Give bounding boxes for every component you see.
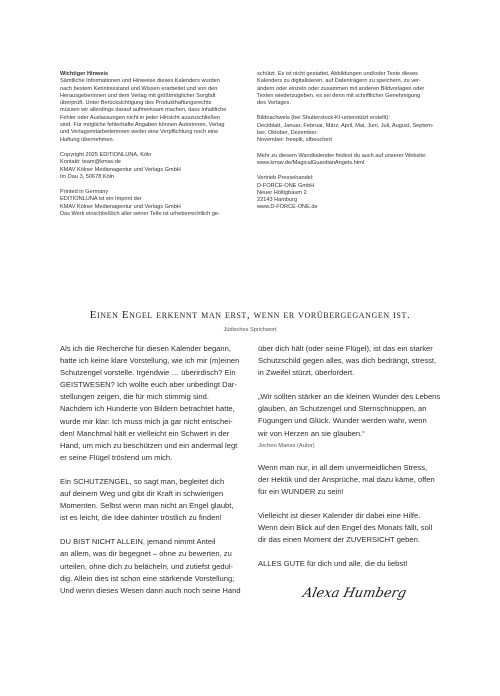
text-line: für ein WUNDER zu sein! — [258, 486, 344, 496]
text-line: der Hektik und der Ansprüche, mal dazu käme, offen — [258, 474, 435, 484]
credits-line: November: freepik, stbeuchert — [257, 137, 332, 144]
text-line: in Zweifel stürzt, überfordert. — [258, 368, 355, 378]
printed-line: Printed in Germany — [60, 189, 109, 196]
notice-line: Fehler oder Auslassungen nicht in jeder Hinsicht auszuschließen — [60, 114, 221, 121]
distribution-block — [257, 175, 447, 211]
quote-source: Jüdisches Sprichwort — [223, 327, 277, 333]
printed-block — [60, 189, 250, 218]
text-line: Schutzschild gegen alles, was dich bedrängt, stresst, — [258, 356, 437, 366]
text-line: Als ich die Recherche für diesen Kalender begann, — [60, 344, 231, 353]
text-line: Wenn man nur, in all dem unvermeidlichen Stress, — [258, 462, 428, 472]
text-line: GEISTWESEN? Ich wollte euch aber unbedingt Dar- — [60, 380, 237, 390]
notice-line: Sämtliche Informationen und Hinweise dieses Kalenders wurden — [60, 78, 220, 85]
printed-line: EDITIONLUNA ist ein Imprint der — [60, 196, 142, 203]
notice-line: Haftung übernehmen. — [60, 136, 115, 143]
text-line: er seine Flügel tröstend um mich. — [60, 452, 173, 462]
copyright-continuation-block — [257, 71, 447, 107]
text-line: Fügungen und Glück. Wunder werden wahr, wenn — [258, 416, 427, 426]
body-paragraph — [258, 510, 450, 546]
notice-line: Herausgeberinnen und dem Verlag mit größtmöglicher Sorgfalt — [60, 92, 216, 99]
credits-line: Bildnachweis (bei Shutterstock-KI-unterstützt erstellt): — [257, 115, 390, 122]
text-line: stellungen zeigen, die für mich stimmig sind. — [60, 392, 209, 402]
text-line: Nachdem ich Hunderte von Bildern betrachtet hatte, — [60, 404, 235, 414]
text-line: ALLES GUTE für dich und alle, die du liebst! — [258, 559, 408, 569]
text-line: Momenten. Selbst wenn man nicht an Engel glaubt, — [60, 501, 234, 511]
continuation-line: schützt. Es ist nicht gestattet, Abbildungen und/oder Texte dieses — [257, 71, 418, 77]
distribution-line: Neuer Höltigbaum 2 — [257, 189, 307, 196]
body-right-column — [258, 343, 450, 582]
image-credits-block — [257, 115, 447, 144]
quote-title: Einen Engel erkennt man erst, wenn er vorübergegangen ist. — [89, 309, 411, 321]
notice-heading: Wichtiger Hinweis — [60, 71, 109, 77]
text-line: Schutzengel vorstelle. Irgendwie … überirdisch? Ein — [60, 368, 236, 378]
quote-attribution: Jochen Mariss (Autor) — [258, 442, 315, 449]
continuation-line: ändern oder einzeln oder zusammen mit anderen Bildvorlagen oder — [257, 85, 425, 92]
distribution-url[interactable]: www.D-FORCE-ONE.de — [257, 204, 318, 211]
text-line: Hand, um mich zu beschützen und ein andermal legt — [60, 440, 238, 450]
printed-line: Das Werk einschließlich aller seiner Teile ist urheberrechtlich ge- — [60, 211, 220, 218]
closing-paragraph — [258, 558, 450, 570]
text-line: urteilen, ohne dich zu belächeln, und zutiefst gedul- — [60, 561, 234, 571]
imprint-left-column — [60, 71, 250, 226]
text-line: hatte ich keine klare Vorstellung, wie ich mir (m)einen — [60, 356, 240, 366]
address-line: Im Dau 3, 50678 Köln — [60, 173, 115, 180]
body-paragraph — [258, 462, 450, 498]
body-paragraph — [60, 536, 256, 596]
credits-line: ber, Oktober, Dezember. — [257, 130, 318, 137]
website-intro-line: Mehr zu diesem Wandkalender findest du auch auf unserer Website: — [257, 152, 427, 159]
text-line: Wenn dein Blick auf den Engel des Monats fällt, soll — [258, 523, 433, 533]
notice-line: nach bestem Kenntnisstand und Wissen erarbeitet und von den — [60, 85, 218, 92]
text-line: Vielleicht ist dieser Kalender dir dabei eine Hilfe. — [258, 510, 421, 520]
body-paragraph — [258, 343, 450, 379]
quote-paragraph — [258, 391, 450, 439]
text-line: „Wir sollten stärker an die kleinen Wunder des Lebens — [258, 392, 441, 402]
notice-line: sind. Für mögliche fehlerhafte Angaben können Autorinnen, Verlag — [60, 122, 225, 129]
publisher-line: KMAV Kölner Medienagentur und Verlags GmbH — [60, 166, 181, 173]
text-line: den! Manchmal hält er vielleicht ein Schwert in der — [60, 428, 230, 438]
text-line: ist es leicht, die Idee dahinter tröstlich zu finden! — [60, 513, 222, 523]
website-url[interactable]: www.kmav.de/MagicalGuardianAngels.html — [257, 159, 365, 166]
notice-line: und Verlagsmitarbeiterinnen weder eine Verpflichtung noch eine — [60, 129, 219, 136]
body-paragraph — [60, 476, 256, 524]
notice-block — [60, 71, 250, 144]
handwritten-signature: Alexa Humberg — [301, 586, 408, 601]
imprint-right-column — [257, 71, 447, 220]
continuation-line: des Verlages. — [257, 100, 291, 107]
notice-line: überprüft. Unter Berücksichtigung des Produkthaftungsrechts — [60, 100, 212, 107]
text-line: an allem, was dir begegnet – ohne zu bewerten, zu — [60, 549, 232, 559]
credits-line: Deckblatt, Januar, Februar, März, April, Mai, Juni, Juli, August, Septem- — [257, 122, 434, 129]
text-line: über dich hält (oder seine Flügel), ist das ein starker — [258, 344, 433, 353]
text-line: wir von Herzen an sie glauben.“ — [258, 428, 365, 438]
copyright-line: Copyright 2025 EDITIONLUNA, Köln — [60, 151, 152, 158]
copyright-block — [60, 152, 250, 181]
text-line: wurde mir klar: Ich muss mich ja gar nicht entschei- — [60, 416, 233, 426]
text-line: auf deinem Weg und gibt dir Kraft in schwierigen — [60, 489, 224, 499]
text-line: DU BIST NICHT ALLEIN, jemand nimmt Anteil — [60, 537, 216, 547]
distribution-line: Vertrieb Pressehandel: — [257, 175, 314, 182]
text-line: dig. Allein dies ist schon eine stärkende Vorstellung; — [60, 573, 235, 583]
continuation-line: Kalenders zu digitalisieren, auf Datenträgern zu speichern, zu ver- — [257, 78, 421, 85]
distribution-line: 22143 Hamburg — [257, 197, 298, 204]
distribution-line: D-FORCE-ONE GmbH — [257, 182, 315, 189]
text-line: Und wenn dieses Wesen dann auch noch seine Hand — [60, 585, 241, 595]
text-line: glauben, an Schutzengel und Sternschnuppen, an — [258, 404, 427, 414]
text-line: Ein SCHUTZENGEL, so sagt man, begleitet dich — [60, 476, 225, 486]
notice-line: müssen wir allerdings darauf aufmerksam machen, dass inhaltliche — [60, 107, 227, 114]
contact-line: Kontakt: team@kmav.de — [60, 159, 121, 166]
text-line: dir das einen Moment der ZUVERSICHT geben. — [258, 535, 420, 545]
website-block — [257, 153, 447, 168]
continuation-line: Texten wiederzugeben, es sei denn mit schriftlicher Genehmigung — [257, 92, 421, 99]
body-left-column — [60, 343, 256, 609]
body-paragraph — [60, 343, 256, 464]
printed-line: KMAV Kölner Medienagentur und Verlags GmbH — [60, 203, 181, 210]
